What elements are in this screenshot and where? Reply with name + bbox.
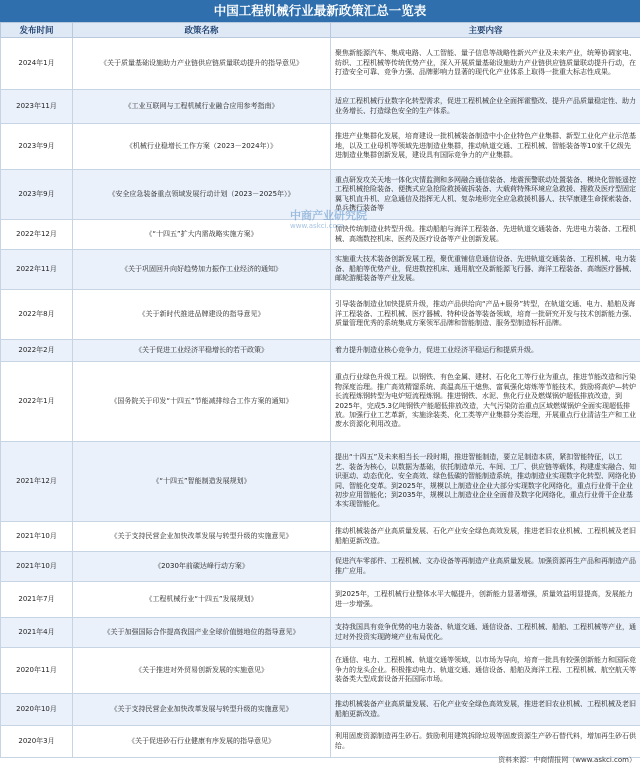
table-row [1, 552, 640, 582]
row-content: 在通信、电力、工程机械、轨道交通等领域，以市场为导向，培育一批具有较强创新能力和国际竞争力的龙头企业。积极推动电力、轨道交通、通信设备、船舶及海洋工程、工程机械、航空航天等装备类大型成套设备开拓国际市场。 [331, 648, 640, 694]
row-policy-name: 《工业互联网与工程机械行业融合应用参考指南》 [73, 90, 331, 124]
table-row [1, 362, 640, 442]
table-row [1, 442, 640, 522]
source-footer: 资料来源：中商情报网（www.askci.com） [498, 756, 636, 764]
table-row [1, 250, 640, 290]
row-date: 2022年8月 [1, 290, 73, 340]
row-date: 2023年11月 [1, 90, 73, 124]
row-policy-name: 《关于支持民营企业加快改革发展与转型升级的实施意见》 [73, 694, 331, 726]
row-date: 2021年7月 [1, 582, 73, 618]
row-policy-name: 《“十四五”智能制造发展规划》 [73, 442, 331, 522]
row-policy-name: 《安全应急装备重点领域发展行动计划（2023－2025年）》 [73, 170, 331, 220]
row-policy-name: 《2030年前碳达峰行动方案》 [73, 552, 331, 582]
row-date: 2022年11月 [1, 250, 73, 290]
row-content: 推动机械装备产业高质量发展、石化产业安全绿色高效发展，推进老旧农业机械、工程机械及老旧船舶更新改造。 [331, 694, 640, 726]
row-policy-name: 《国务院关于印发“十四五”节能减排综合工作方案的通知》 [73, 362, 331, 442]
table-title: 中国工程机械行业最新政策汇总一览表 [0, 0, 640, 22]
row-content: 聚焦新能源汽车、集成电路、人工智能、量子信息等战略性新兴产业及未来产业，统筹协调家电、纺织、工程机械等传统优势产业，深入开展质量基础设施助力产业链供应链质量联动提升行动，在打造安全可靠、竞争力强、品牌影响力显著的现代化产业体系上取得一批重大标志性成果。 [331, 38, 640, 90]
row-date: 2022年1月 [1, 362, 73, 442]
row-date: 2021年4月 [1, 618, 73, 648]
row-date: 2021年12月 [1, 442, 73, 522]
table-row [1, 38, 640, 90]
policy-table [0, 22, 640, 758]
row-date: 2022年12月 [1, 220, 73, 250]
row-policy-name: 《关于巩固回升向好趋势加力振作工业经济的通知》 [73, 250, 331, 290]
row-content: 着力提升制造业核心竞争力，促进工业经济平稳运行和提质升级。 [331, 340, 640, 362]
table-row [1, 726, 640, 758]
row-date: 2020年3月 [1, 726, 73, 758]
row-policy-name: 《关于促进工业经济平稳增长的若干政策》 [73, 340, 331, 362]
row-content: 利用固废资源制造再生砂石。鼓励利用建筑拆除垃圾等固废资源生产砂石替代料，增加再生砂石供给。 [331, 726, 640, 758]
row-policy-name: 《关于推进对外贸易创新发展的实施意见》 [73, 648, 331, 694]
row-content: 加快传统制造业转型升级。推动船舶与海洋工程装备、先进轨道交通装备、先进电力装备、工程机械、高端数控机床、医药及医疗设备等产业创新发展。 [331, 220, 640, 250]
row-content: 适应工程机械行业数字化转型需求，促进工程机械企业全面挥霍整改、提升产品质量稳定性、助力业务增长、打造绿色安全的生产体系。 [331, 90, 640, 124]
row-content: 实施重大技术装备创新发展工程，聚优重铺信息通信设备、先进轨道交通装备、工程机械、电力装备、船舶等优势产业，促进数控机床、通用航空及新能源飞行器、海洋工程装备、高端医疗器械、邮轮游艇装备等产业发展。 [331, 250, 640, 290]
table-row [1, 522, 640, 552]
table-row [1, 290, 640, 340]
row-date: 2022年2月 [1, 340, 73, 362]
table-row [1, 582, 640, 618]
row-content: 到2025年，工程机械行业整体水平大幅提升，创新能力显著增强，质量效益明显提高，发展能力进一步增强。 [331, 582, 640, 618]
row-content: 引导装备制造业加快提质升级，推动产品供给向“产品+服务”转型，在轨道交通、电力、船舶及海洋工程装备、工程机械、医疗器械、特种设备等装备领域，培育一批研究开发与技术创新能力强、质量管理优秀的系统集成方案领军品牌和智能制造、服务型制造标杆品牌。 [331, 290, 640, 340]
row-content: 重点研发攻关天地一体化灾情监测和多网融合通信装备、地震预警联动处置装备、模块化智能遥控工程机械抢险装备、便携式应急抢险救援破拆装备、大载荷特殊环境应急救援、搜救及医疗型固定翼飞机直升机、应急通信及指挥无人机、复杂地形完全应急救援机器人、扶罕康建生命探索装备、单兵携行装备等 [331, 170, 640, 220]
row-date: 2020年11月 [1, 648, 73, 694]
row-date: 2023年9月 [1, 124, 73, 170]
table-row [1, 340, 640, 362]
header-row [1, 23, 640, 38]
row-policy-name: 《关于新时代推进品牌建设的指导意见》 [73, 290, 331, 340]
row-policy-name: 《关于加强国际合作提高我国产业全球价值链地位的指导意见》 [73, 618, 331, 648]
table-row [1, 90, 640, 124]
watermark-url: www.askci.com [290, 222, 344, 230]
row-date: 2021年10月 [1, 522, 73, 552]
row-content: 重点行业绿色升级工程。以钢铁、有色金属、建材、石化化工等行业为重点，推进节能改造和污染物深度治理。推广高效精馏系统、高温高压干熄焦、富氧强化熔炼等节能技术，鼓励将高炉—转炉长流程炼钢转型为电炉短流程炼钢。推进钢铁、水泥、焦化行业及燃煤锅炉超低排放改造，到2025年，完成5.3亿吨钢铁产能超低排放改造，大气污染防治重点区域燃煤锅炉全面实现超低排放。加强行业工艺革新，实施涂装类、化工类等产业集群分类治理，开展重点行业清洁生产和工业废水资源化利用改造。 [331, 362, 640, 442]
watermark-text: 中商产业研究院 [290, 209, 367, 222]
table-row [1, 648, 640, 694]
row-content: 支持我国具有竞争优势的电力装备、轨道交通、通信设备、工程机械、船舶、工程机械等产业，通过对外投资实现跨境产业布局优化。 [331, 618, 640, 648]
row-content: 提出“十四五”及未来相当长一段时期，推进智能制造，要立足制造本质，紧扣智能特征，以工艺、装备为核心，以数据为基础，依托制造单元、车间、工厂、供应链等载体，构建虚实融合、知识驱动、动态优化、安全高效、绿色低碳的智能制造系统，推动制造业实现数字化转型、网络化协同、智能化变革。到2025年，规模以上制造业企业大部分实现数字化网络化，重点行业骨干企业初步应用智能化；到2035年，规模以上制造业企业全面普及数字化网络化，重点行业骨干企业基本实现智能化。 [331, 442, 640, 522]
row-content: 促进汽车零部件、工程机械、文办设备等再制造产业高质量发展。加强资源再生产品和再制造产品推广应用。 [331, 552, 640, 582]
row-date: 2021年10月 [1, 552, 73, 582]
row-policy-name: 《工程机械行业“十四五”发展规划》 [73, 582, 331, 618]
table-row [1, 618, 640, 648]
watermark [290, 210, 367, 232]
header-content: 主要内容 [331, 23, 640, 38]
row-policy-name: 《关于支持民营企业加快改革发展与转型升级的实施意见》 [73, 522, 331, 552]
row-date: 2024年1月 [1, 38, 73, 90]
row-policy-name: 《“十四五”扩大内需战略实施方案》 [73, 220, 331, 250]
table-row [1, 124, 640, 170]
row-policy-name: 《关于促进砂石行业健康有序发展的指导意见》 [73, 726, 331, 758]
row-date: 2020年10月 [1, 694, 73, 726]
row-policy-name: 《关于质量基础设施助力产业链供应链质量联动提升的指导意见》 [73, 38, 331, 90]
row-content: 推进产业集群化发展，培育建设一批机械装备制造中小企业特色产业集群、新型工业化产业示范基地，以及工业母机等领域先进制造业集群，推动轨道交通、工程机械、智能装备等10家千亿级先进制造业集群创新发展，建设具有国际竞争力的产业集群。 [331, 124, 640, 170]
row-content: 推动机械装备产业高质量发展、石化产业安全绿色高效发展，推进老旧农业机械、工程机械及老旧船舶更新改造。 [331, 522, 640, 552]
header-name: 政策名称 [73, 23, 331, 38]
table-row [1, 694, 640, 726]
header-date: 发布时间 [1, 23, 73, 38]
row-policy-name: 《机械行业稳增长工作方案（2023－2024年）》 [73, 124, 331, 170]
row-date: 2023年9月 [1, 170, 73, 220]
